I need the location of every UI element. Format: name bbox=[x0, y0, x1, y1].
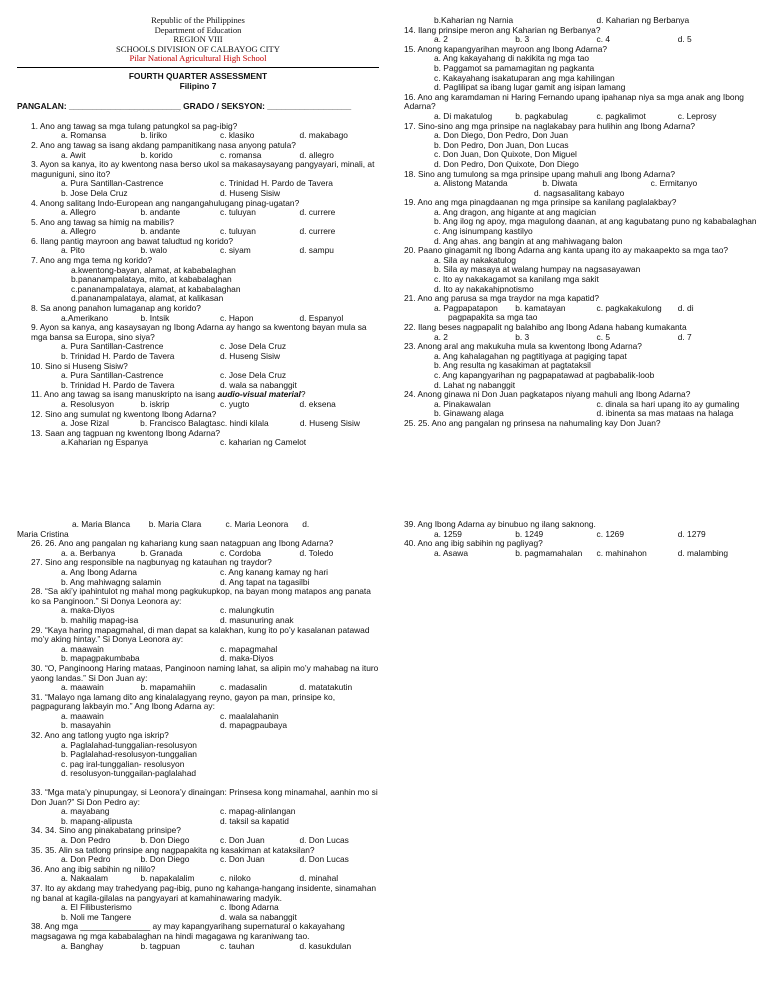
choice-a[interactable]: a. Pinakawalan bbox=[434, 398, 491, 409]
choice-b[interactable]: b. korido bbox=[140, 149, 173, 160]
choice-a[interactable]: a. Ang dragon, ang higante at ang magician bbox=[434, 206, 597, 217]
choice-a[interactable]: a. Alistong Matanda bbox=[434, 178, 508, 189]
choice-a[interactable]: a. Pura Santillan-Castrence bbox=[61, 341, 164, 352]
choices bbox=[31, 942, 379, 952]
question-text: 20. Paano ginagamit ng Ibong Adarna ang kanta upang ito ay makaapekto sa mga tao? bbox=[404, 245, 729, 256]
choice-c[interactable]: c. siyam bbox=[220, 245, 251, 256]
choice-c[interactable]: c. Ang kapangyarihan ng pagpapatawad at pagbabalik-loob bbox=[434, 369, 655, 380]
choice-c[interactable]: c. hindi kilala bbox=[220, 418, 269, 429]
question-23 bbox=[404, 342, 759, 390]
choice-c[interactable]: c. 4 bbox=[596, 34, 610, 45]
choice-a[interactable]: a.Kaharian ng Espanya bbox=[61, 437, 149, 448]
choice-b[interactable]: b. liriko bbox=[140, 130, 168, 141]
school-name: Pilar National Agricultural High School bbox=[129, 53, 267, 64]
choice-b[interactable]: b. mapagpakumbaba bbox=[61, 653, 140, 664]
choice-d[interactable]: d. wala sa nabanggit bbox=[220, 379, 297, 390]
choice-c[interactable]: c. Don Juan bbox=[220, 835, 265, 845]
question-text: 8. Sa anong panahon lumaganap ang korido? bbox=[31, 303, 201, 314]
question-25 bbox=[404, 419, 759, 429]
choice-d[interactable]: d. eksena bbox=[299, 398, 336, 409]
question-text: 29. “Kaya haring mapagmahal, di man dapat sa kalakhan, kung ito po’y kasalanan patawad mo’y aking hintay.” Si Donya Leonora ay: bbox=[31, 624, 370, 645]
choice-c[interactable]: c. madasalin bbox=[220, 682, 268, 693]
question-30 bbox=[17, 664, 379, 693]
choice-a[interactable]: a. Ang kahalagahan ng pagtitiyaga at pagiging tapat bbox=[434, 350, 627, 361]
choice-c[interactable]: c. Ito ay nakakagamot sa kanilang mga sakit bbox=[434, 274, 599, 285]
question-text: 26. 26. Ano ang pangalan ng kahariang kung saan natagpuan ang Ibong Adarna? bbox=[31, 538, 334, 549]
choice-a[interactable]: a. mayabang bbox=[61, 806, 110, 817]
question-text: 23. Anong aral ang makukuha mula sa kwentong Ibong Adarna? bbox=[404, 341, 642, 352]
choice-a[interactable]: a. Paglalahad-tunggalian-resolusyon bbox=[61, 739, 197, 750]
choice-a[interactable]: a. Don Diego, Don Pedro, Don Juan bbox=[434, 130, 569, 141]
choice-b[interactable]: b. Intsik bbox=[140, 312, 170, 323]
question-38 bbox=[17, 922, 379, 951]
subject-title: Filipino 7 bbox=[179, 80, 217, 91]
question-text: 1. Ano ang tawag sa mga tulang patungkol sa pag-ibig? bbox=[31, 120, 238, 131]
question-7 bbox=[17, 256, 379, 304]
choice-a[interactable]: a. Allegro bbox=[61, 226, 96, 237]
left-column-top bbox=[17, 16, 379, 448]
choice-b[interactable]: b. Francisco Balagtas bbox=[140, 418, 221, 429]
choice-d[interactable]: d. Huseng Sisiw bbox=[220, 187, 281, 198]
choices bbox=[17, 520, 379, 530]
choice-c[interactable]: c. Hapon bbox=[220, 312, 254, 323]
right-column-top bbox=[404, 16, 759, 429]
question-24 bbox=[404, 390, 759, 419]
choice-a[interactable]: a. 2 bbox=[434, 34, 448, 45]
question-text: 9. Ayon sa kanya, ang kasaysayan ng Ibong Adarna ay hango sa kwentong bayan mula sa mga bansa sa Europa, sino siya? bbox=[31, 322, 367, 342]
choice-c[interactable]: c. mapagmahal bbox=[220, 643, 278, 654]
choice-b[interactable]: b. mapamahiin bbox=[140, 682, 196, 693]
choice-b[interactable]: b. pagmamahalan bbox=[515, 547, 583, 558]
right-column-bottom bbox=[404, 520, 759, 558]
choice-b[interactable]: b. mapang-alipusta bbox=[61, 815, 133, 826]
question-26 bbox=[17, 539, 379, 558]
choice-b[interactable]: b. Jose Dela Cruz bbox=[61, 187, 128, 198]
choice-c[interactable]: c. tuluyan bbox=[220, 226, 256, 237]
choice-c[interactable]: c. kaharian ng Camelot bbox=[220, 437, 307, 448]
choice-b[interactable]: b. Ang ilog ng apoy, mga magulong daanan, at ang kagubatang puno ng kababalaghan bbox=[434, 216, 757, 227]
choice-d[interactable]: d. Toledo bbox=[299, 547, 334, 558]
question-text: 37. Ito ay akdang may trahedyang pag-ibig, puno ng kahanga-hangang insidente, sinamahan ng banal at kagila-gilalas na pangyayari at kamahinawaring madyik. bbox=[31, 882, 377, 903]
header-line-4: SCHOOLS DIVISION OF CALBAYOG CITY bbox=[116, 43, 280, 54]
question-text: 18. Sino ang tumulong sa mga prinsipe upang mahuli ang Ibong Adarna? bbox=[404, 168, 675, 179]
question-text: 7. Ano ang mga tema ng korido? bbox=[31, 255, 153, 266]
choice-d[interactable]: d. sampu bbox=[299, 245, 334, 256]
question-text: 39. Ang Ibong Adarna ay binubuo ng ilang saknong. bbox=[404, 519, 596, 529]
choice-d[interactable]: d. 1279 bbox=[677, 528, 706, 539]
question-21 bbox=[404, 294, 759, 323]
choice-d[interactable]: d. mapagpaubaya bbox=[220, 720, 288, 731]
choice-a[interactable]: a. Allegro bbox=[61, 207, 96, 218]
choice-a[interactable]: a. 2 bbox=[434, 331, 448, 342]
choice-c[interactable]: c. Ermitanyo bbox=[650, 178, 698, 189]
choice-a[interactable]: a. Pagpapatapon bbox=[434, 302, 498, 313]
choice-a[interactable]: a. Pura Santillan-Castrence bbox=[61, 178, 164, 189]
choice-b[interactable]: b. andante bbox=[140, 226, 181, 237]
choice-c[interactable]: c. Trinidad H. Pardo de Tavera bbox=[220, 178, 333, 189]
choice-c[interactable]: c.pananampalataya, alamat, at kababalaghan bbox=[71, 283, 241, 294]
question-39 bbox=[404, 520, 759, 539]
question-text: 36. Ano ang ibig sabihin ng nililo? bbox=[31, 863, 156, 874]
choice-b[interactable]: b. 1249 bbox=[515, 528, 544, 539]
question-1 bbox=[17, 122, 379, 141]
choice-a[interactable]: a. Romansa bbox=[61, 130, 107, 141]
choice-b[interactable]: b. 3 bbox=[515, 34, 530, 45]
question-text: 28. “Sa aki’y ipahintulot ng mahal mong pagkukupkop, na bayan mong matapos ang panata ko sa Panginoon.” Si Donya Leonora ay: bbox=[31, 586, 371, 606]
question-6 bbox=[17, 237, 379, 256]
choice-c[interactable]: c. tuluyan bbox=[220, 207, 256, 218]
choice-a[interactable]: a. Don Pedro bbox=[61, 835, 111, 845]
choice-c[interactable]: c. 1269 bbox=[596, 528, 624, 539]
choice-b[interactable]: b. Trinidad H. Pardo de Tavera bbox=[61, 351, 175, 361]
choice-d[interactable]: d. Huseng Sisiw bbox=[299, 418, 360, 429]
choice-c[interactable]: c. pag iral-tunggalian- resolusyon bbox=[61, 758, 185, 769]
choices bbox=[31, 438, 379, 448]
choice-a[interactable]: a. Resolusyon bbox=[61, 398, 115, 409]
choices bbox=[404, 549, 759, 559]
choice-a[interactable]: a. Awit bbox=[61, 149, 86, 160]
question-text: 12. Sino ang sumulat ng kwentong Ibong Adarna? bbox=[31, 408, 217, 419]
choice-a[interactable]: a. 1259 bbox=[434, 528, 462, 539]
choice-a[interactable]: a. Don Pedro bbox=[61, 854, 111, 865]
choice-a[interactable]: a. Banghay bbox=[61, 940, 104, 951]
choice-b[interactable]: b. mahilig mapag-isa bbox=[61, 614, 139, 625]
choice-b[interactable]: b. tagpuan bbox=[140, 940, 181, 951]
choice-a[interactable]: a.kwentong-bayan, alamat, at kababalaghan bbox=[71, 264, 236, 275]
choice-d[interactable]: d. 5 bbox=[677, 34, 692, 45]
school-header bbox=[17, 16, 379, 64]
question-5 bbox=[17, 218, 379, 237]
choice-b[interactable]: b. Diwata bbox=[542, 178, 578, 189]
choice-c[interactable]: c. pagkakakulong bbox=[596, 302, 662, 313]
choice-c[interactable]: c. malungkutin bbox=[220, 605, 274, 616]
choice-d[interactable]: d. matatakutin bbox=[299, 682, 353, 693]
question-19 bbox=[404, 198, 759, 246]
choice-d[interactable]: d. Don Pedro, Don Quixote, Don Diego bbox=[434, 158, 579, 169]
choice-b[interactable]: b. 3 bbox=[515, 331, 530, 342]
choice-b[interactable]: b. Sila ay masaya at walang humpay na nagsasayawan bbox=[434, 264, 641, 275]
choice-c[interactable]: c. Kakayahang isakatuparan ang mga kahilingan bbox=[434, 72, 615, 83]
question-text: 2. Ano ang tawag sa isang akdang pampanitikang nasa anyong patula? bbox=[31, 139, 296, 150]
choice-a[interactable]: a. maawain bbox=[61, 643, 104, 654]
question-text: 14. Ilang prinsipe meron ang Kaharian ng Berbanya? bbox=[404, 24, 601, 35]
question-text: 25. 25. Ano ang pangalan ng prinsesa na nahumaling kay Don Juan? bbox=[404, 417, 661, 428]
question-mark: ? bbox=[300, 389, 306, 400]
question-31 bbox=[17, 693, 379, 731]
question-text: 13. Saan ang tagpuan ng kwentong Ibong Adarna? bbox=[31, 427, 221, 438]
choice-a[interactable]: a. Ang Ibong Adarna bbox=[61, 566, 137, 577]
choice-a[interactable]: a. El Filibusterismo bbox=[61, 902, 132, 913]
choice-d[interactable]: d. currere bbox=[299, 207, 336, 218]
question-13 bbox=[17, 429, 379, 448]
choice-c[interactable]: c. Jose Dela Cruz bbox=[220, 341, 287, 352]
choice-d[interactable]: d. di bbox=[677, 302, 694, 313]
choice-d[interactable]: d. resolusyon-tunggailan-paglalahad bbox=[61, 768, 197, 779]
choice-d[interactable]: d. malambing bbox=[677, 547, 729, 558]
choice-b[interactable]: b. Ginawang alaga bbox=[434, 408, 504, 419]
choice-a[interactable]: a. maawain bbox=[61, 682, 104, 693]
question-text: 10. Sino si Huseng Sisiw? bbox=[31, 360, 128, 371]
question-35 bbox=[17, 846, 379, 865]
question-17 bbox=[404, 122, 759, 170]
question-text-part: 11. Ano ang tawag sa isang manuskripto na isang bbox=[31, 389, 218, 400]
question-text: 33. “Mga mata’y pinupungay, si Leonora’y dinaingan: Prinsesa kong minamahal, aanhin mo si Don Juan?” Si Don Pedro ay: bbox=[31, 787, 378, 807]
choice-d[interactable]: d.pananampalataya, alamat, at kalikasan bbox=[71, 293, 224, 304]
choice-b[interactable]: b. Trinidad H. Pardo de Tavera bbox=[61, 379, 175, 390]
choice-c[interactable]: c. dinala sa hari upang ito ay gumaling bbox=[596, 398, 740, 409]
question-8 bbox=[17, 304, 379, 323]
question-text: 17. Sino-sino ang mga prinsipe na naglakabay para hulihin ang Ibong Adarna? bbox=[404, 120, 696, 131]
choice-c[interactable]: c. Don Juan bbox=[220, 854, 265, 865]
choice-a[interactable]: a.Amerikano bbox=[61, 312, 109, 323]
question-11 bbox=[17, 390, 379, 409]
choice-c[interactable]: c. Ang kanang kamay ng hari bbox=[220, 566, 329, 577]
choice-a[interactable]: a. Ang kakayahang di nakikita ng mga tao bbox=[434, 53, 590, 64]
question-text: 40. Ano ang ibig sabihin ng pagliyag? bbox=[404, 538, 543, 549]
choice-a[interactable]: a. a. Berbanya bbox=[61, 547, 116, 558]
question-16 bbox=[404, 93, 759, 122]
choice-d[interactable]: d. taksil sa kapatid bbox=[220, 815, 289, 826]
choice-d[interactable]: d. allegro bbox=[299, 149, 334, 160]
question-28 bbox=[17, 587, 379, 625]
question-text: 6. Ilang pantig mayroon ang bawat taludtud ng korido? bbox=[31, 235, 234, 246]
choice-d[interactable]: d. Lahat ng nabanggit bbox=[434, 379, 516, 390]
question-37 bbox=[17, 884, 379, 922]
choice-d[interactable]: d. kasukdulan bbox=[299, 940, 352, 951]
question-text: 4. Anong salitang Indo-European ang nangangahulugang pinag-ugatan? bbox=[31, 197, 300, 208]
choice-c[interactable]: c. tauhan bbox=[220, 940, 255, 951]
choice-b[interactable]: b. pagkabulag bbox=[515, 110, 568, 121]
choice-d[interactable]: d. 7 bbox=[677, 331, 692, 342]
choice-d-cont: Maria Cristina bbox=[17, 528, 69, 539]
choice-d-cont: pagpapakita sa mga tao bbox=[448, 312, 538, 323]
question-29 bbox=[17, 626, 379, 664]
question-text: 38. Ang mga _______________ ay may kapangyarihang supernatural o kakayahang magsagawa ng mga kababalaghan na hindi magagawa ng karaniwang tao. bbox=[31, 921, 345, 941]
choice-a[interactable]: a. Jose Rizal bbox=[61, 418, 109, 429]
choice-c[interactable]: c. Don Juan, Don Quixote, Don Miguel bbox=[434, 149, 577, 160]
question-36 bbox=[17, 865, 379, 884]
choice-d[interactable]: d. Don Lucas bbox=[299, 854, 349, 865]
question-text: 30. “O, Panginoong Haring mataas, Panginoon naming lahat, sa alipin mo’y mahabag na ituro yaong landas.” Si Don Juan ay: bbox=[31, 662, 379, 683]
question-text: 22. Ilang beses nagpapalit ng balahibo ang Ibong Adana habang kumakanta bbox=[404, 322, 687, 332]
choice-b[interactable]: b. Ang mahiwagng salamin bbox=[61, 576, 162, 587]
choice-c[interactable]: c. mapag-alinlangan bbox=[220, 806, 296, 817]
choice-d[interactable]: c. Leprosy bbox=[677, 110, 717, 121]
question-27 bbox=[17, 558, 379, 587]
name-section-line[interactable]: PANGALAN: ________________________ GRADO / SEKSYON: __________________ bbox=[17, 101, 352, 112]
choice-d[interactable]: d. Huseng Sisiw bbox=[220, 351, 281, 361]
choice-d[interactable]: d. Don Lucas bbox=[299, 835, 349, 845]
choice-c[interactable]: c. Cordoba bbox=[220, 547, 261, 558]
question-2 bbox=[17, 141, 379, 160]
choice-c[interactable]: c. niloko bbox=[220, 873, 251, 884]
question-text: 21. Ano ang parusa sa mga traydor na mga kapatid? bbox=[404, 293, 600, 304]
choice-c[interactable]: c. 5 bbox=[596, 331, 610, 342]
question-34 bbox=[17, 826, 379, 845]
question-12 bbox=[17, 410, 379, 429]
choice-d[interactable]: d. minahal bbox=[299, 873, 339, 884]
question-text: 27. Sino ang responsible na nagbunyag ng katauhan ng traydor? bbox=[31, 557, 272, 568]
choice-c[interactable]: c. romansa bbox=[220, 149, 262, 160]
choice-d[interactable]: d. wala sa nabanggit bbox=[220, 911, 297, 922]
question-14 bbox=[404, 26, 759, 45]
question-text: 24. Anong ginawa ni Don Juan pagkatapos niyang mahuli ang Ibong Adarna? bbox=[404, 389, 691, 400]
choice-c[interactable]: c. pagkalimot bbox=[596, 110, 646, 121]
question-text: 5. Ano ang tawag sa himig na mabilis? bbox=[31, 216, 174, 227]
question-25-choices bbox=[17, 520, 379, 539]
question-3 bbox=[17, 160, 379, 198]
question-33 bbox=[17, 788, 379, 826]
question-22 bbox=[404, 323, 759, 342]
question-text: 35. 35. Alin sa tatlong prinsipe ang nagpapakita ng kasakiman at kataksilan? bbox=[31, 844, 315, 855]
choice-c[interactable]: c. Jose Dela Cruz bbox=[220, 370, 287, 381]
choice-a[interactable]: a. Di makatulog bbox=[434, 110, 493, 121]
choice-c[interactable]: c. Maria Leonora bbox=[225, 519, 289, 529]
choice-c[interactable]: c. klasiko bbox=[220, 130, 255, 141]
question-text: 32. Ano ang tatlong yugto nga iskrip? bbox=[31, 730, 169, 741]
choice-d[interactable]: d. Kaharian ng Berbanya bbox=[596, 15, 690, 25]
choice-a[interactable]: a. maawain bbox=[61, 710, 104, 721]
assessment-title: FOURTH QUARTER ASSESSMENT bbox=[128, 70, 268, 81]
question-4 bbox=[17, 199, 379, 218]
choice-b[interactable]: b. napakalalim bbox=[140, 873, 195, 884]
choice-a[interactable]: a. Maria Blanca bbox=[72, 519, 131, 529]
choice-d[interactable]: d. Paglilipat sa ibang lugar gamit ang isipan lamang bbox=[434, 82, 626, 93]
header-line-2: Department of Education bbox=[154, 24, 242, 35]
choice-a[interactable]: a. Nakaalam bbox=[61, 873, 109, 884]
choice-d[interactable]: d. ibinenta sa mas mataas na halaga bbox=[596, 408, 734, 419]
choice-b[interactable]: b. walo bbox=[140, 245, 168, 256]
choice-b[interactable]: b. Don Diego bbox=[140, 835, 190, 845]
choice-b[interactable]: b. Paggamot sa pamamagitan ng pagkanta bbox=[434, 62, 595, 73]
question-32 bbox=[17, 731, 379, 779]
choice-a[interactable]: a. Pito bbox=[61, 245, 85, 256]
choice-d[interactable]: d. Espanyol bbox=[299, 312, 344, 323]
choice-b[interactable]: b. Maria Clara bbox=[148, 519, 202, 529]
header-rule bbox=[17, 67, 379, 68]
choice-a[interactable]: a. Sila ay nakakatulog bbox=[434, 254, 516, 265]
choice-d[interactable]: d. makabago bbox=[299, 130, 348, 141]
question-40 bbox=[404, 539, 759, 558]
header-line-1: Republic of the Philippines bbox=[151, 15, 245, 25]
question-text: 34. 34. Sino ang pinakabatang prinsipe? bbox=[31, 825, 181, 836]
choice-b[interactable]: b. Don Pedro, Don Juan, Don Lucas bbox=[434, 139, 569, 150]
choice-d[interactable]: d. maka-Diyos bbox=[220, 653, 274, 664]
choice-a[interactable]: a. Asawa bbox=[434, 547, 468, 558]
choice-b[interactable]: b. andante bbox=[140, 207, 181, 218]
choice-c[interactable]: c. mahinahon bbox=[596, 547, 647, 558]
choice-d[interactable]: d. Ang tapat na tagasilbi bbox=[220, 576, 310, 587]
question-text: 31. “Malayo nga lamang dito ang kinalalagyang reyno, gayon pa man, prinsipe ko, pagpagurang lakbayin mo.” Ang Ibong Adarna ay: bbox=[31, 691, 336, 712]
choice-b[interactable]: b. Granada bbox=[140, 547, 183, 558]
choice-d[interactable]: d. Ang ahas. ang bangin at ang mahiwagang balon bbox=[434, 235, 623, 246]
question-15 bbox=[404, 45, 759, 93]
choice-d[interactable]: d. masunuring anak bbox=[220, 614, 294, 625]
question-18 bbox=[404, 170, 759, 199]
choice-b[interactable]: b. masayahin bbox=[61, 720, 111, 731]
choice-d[interactable]: d. currere bbox=[299, 226, 336, 237]
choice-b[interactable]: b. Noli me Tangere bbox=[61, 911, 132, 922]
choice-b[interactable]: b. Ang resulta ng kasakiman at pagtataksil bbox=[434, 360, 591, 371]
question-9 bbox=[17, 323, 379, 361]
question-text: 19. Ano ang mga pinagdaanan ng mga prinsipe sa kanilang paglalakbay? bbox=[404, 197, 677, 208]
choice-c[interactable]: c. Ibong Adarna bbox=[220, 902, 279, 913]
question-text: 3. Ayon sa kanya, ito ay kwentong nasa berso ukol sa makasaysayang pangyayari, minali, at maguniguni, sino ito? bbox=[31, 159, 375, 179]
choice-a[interactable]: a. maka-Diyos bbox=[61, 605, 115, 616]
question-text: 15. Anong kapangyarihan mayroon ang Ibong Adarna? bbox=[404, 43, 608, 54]
choice-c[interactable]: c. maalalahanin bbox=[220, 710, 279, 721]
choice-b[interactable]: b. kamatayan bbox=[515, 302, 566, 313]
choice-c[interactable]: c. Ang isinumpang kastilyo bbox=[434, 226, 533, 237]
emphasis-text: audio-visual material bbox=[217, 389, 301, 400]
choice-c[interactable]: c. yugto bbox=[220, 398, 250, 409]
choice-b[interactable]: b.pananampalataya, mito, at kababalaghan bbox=[71, 274, 232, 285]
choice-b[interactable]: b.Kaharian ng Narnia bbox=[434, 15, 514, 25]
choice-a[interactable]: a. Pura Santillan-Castrence bbox=[61, 370, 164, 381]
left-column-bottom bbox=[17, 520, 379, 951]
choice-d[interactable]: d. bbox=[302, 519, 310, 529]
choice-b[interactable]: b. Don Diego bbox=[140, 854, 190, 865]
choice-b[interactable]: b. iskrip bbox=[140, 398, 170, 409]
choice-d[interactable]: d. nagsasalitang kabayo bbox=[534, 187, 625, 198]
header-line-3: REGION VIII bbox=[173, 34, 223, 45]
choice-d[interactable]: d. Ito ay nakakahipnotismo bbox=[434, 283, 534, 294]
question-text: 16. Ano ang karamdaman ni Haring Fernando upang ipahanap niya sa mga anak ang Ibong Adarna? bbox=[404, 91, 744, 112]
choice-b[interactable]: b. Paglalahad-resolusyon-tunggalian bbox=[61, 749, 197, 760]
question-20 bbox=[404, 246, 759, 294]
question-10 bbox=[17, 362, 379, 391]
